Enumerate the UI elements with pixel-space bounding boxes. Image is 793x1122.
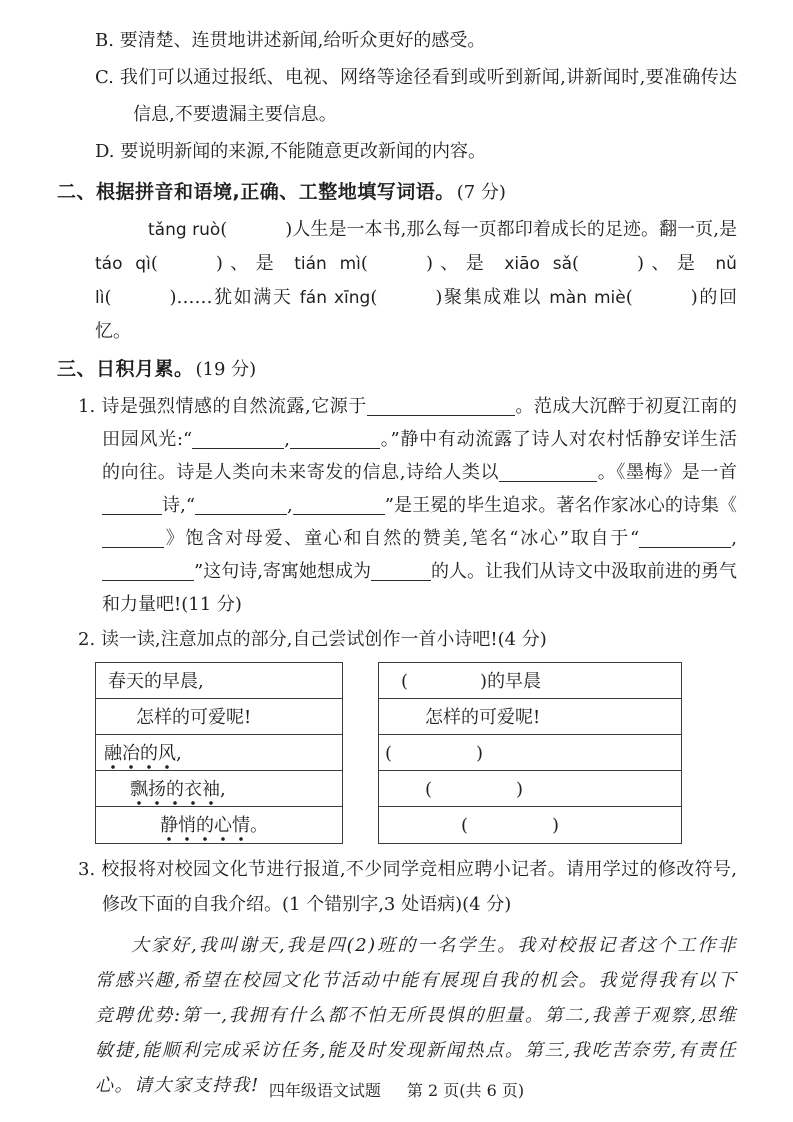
option-c [95, 59, 737, 133]
footer-doc-title: 四年级语文试题 [268, 1081, 381, 1100]
text-segment: 、是 [222, 253, 295, 274]
fill-in-blank [290, 433, 380, 449]
text-segment: 聚集成难以 [442, 287, 550, 308]
text-segment: nǔ lì [95, 254, 737, 308]
poem-table-original [95, 662, 343, 844]
section-two-title: 二、根据拼音和语境,正确、工整地填写词语。 [57, 181, 455, 203]
paren-blank: ( ) [625, 287, 698, 308]
option-d [95, 133, 737, 170]
text-segment: 的早晨 [487, 671, 542, 692]
paren-blank: ( ) [572, 253, 645, 274]
text-segment: 怎样的可爱呢! [425, 707, 541, 728]
fill-in-blank [639, 532, 731, 548]
fill-in-blank [499, 466, 597, 482]
text-segment: , [287, 495, 293, 516]
text-segment: fán xīng [299, 288, 371, 308]
fill-in-blank [192, 433, 284, 449]
text-segment: 大家好,我叫谢天,我是四(2)班的一名学生。我对校报记者这个工作非常感兴趣,希望在校园文化节活动中能有展现自我的机会。我觉得我有以下竞聘优势:第一,我拥有什么都不怕无所畏惧的胆量。第二,我善于观察,思维敏捷,能顺利完成采访任务,能及时发现新闻热点。第三,我吃苦奈劳,有责任心。请大家支持我! [95, 935, 737, 1096]
text-segment: 人生是一本书,那么每一页都印着成长的足迹。翻一页,是 [292, 219, 737, 240]
section-two-heading [57, 174, 737, 211]
fill-in-blank [371, 565, 431, 581]
section-three-heading [57, 351, 737, 388]
question-2-prompt [78, 623, 737, 656]
poem-row [96, 807, 342, 843]
section-two-score: (7 分) [456, 182, 506, 203]
text-segment: , [220, 779, 226, 800]
poem-row [379, 807, 681, 843]
text-segment: 、是 [432, 253, 505, 274]
paren-blank: ( ) [360, 253, 433, 274]
text-segment: ”是王冕的毕生追求。著名作家冰心的诗集《 [384, 495, 737, 516]
poem-row [96, 735, 342, 771]
text-segment: 春天的早晨, [108, 671, 204, 692]
question-1 [78, 390, 737, 621]
paren-blank: ( ) [425, 779, 524, 800]
text-segment: tián mì [294, 254, 361, 274]
poem-row [96, 771, 342, 807]
text-segment: 2. 读一读,注意加点的部分,自己尝试创作一首小诗吧!(4 分) [78, 629, 547, 650]
poem-row [379, 735, 681, 771]
section-three-title: 三、日积月累。 [57, 358, 194, 380]
text-segment: 。”静中有动流露了诗人对农村恬静安详生活的向往。诗是人类向未来寄发的信息,诗给人类以 [102, 429, 737, 483]
text-segment: ”这句诗,寄寓她想成为 [194, 561, 371, 582]
dot-emphasized-text: 静悄的心情 [160, 815, 250, 842]
text-segment: C. 我们可以通过报纸、电视、网络等途径看到或听到新闻,讲新闻时,要准确传达信息,不要遗漏主要信息。 [95, 67, 737, 125]
paren-blank: ( ) [461, 815, 560, 836]
footer-page-number: 第 2 页(共 6 页) [406, 1081, 525, 1100]
text-segment: ……犹如满天 [176, 287, 300, 308]
fill-in-blank [195, 499, 287, 515]
text-segment: 》饱含对母爱、童心和自然的赞美,笔名“冰心”取自于“ [164, 528, 640, 549]
option-b [95, 22, 737, 59]
text-segment: 3. 校报将对校园文化节进行报道,不少同学竞相应聘小记者。请用学过的修改符号,修改下面的自我介绍。(1 个错别字,3 处语病)(4 分) [78, 859, 737, 915]
paren-blank: ( ) [220, 219, 293, 240]
text-segment: , [284, 429, 290, 450]
poem-table-blank [378, 662, 682, 844]
fill-in-blank [102, 565, 194, 581]
poem-row [379, 663, 681, 699]
text-segment: , [731, 528, 737, 549]
poem-tables [95, 662, 737, 844]
text-segment: 诗,“ [162, 495, 196, 516]
text-segment: 。 [250, 815, 268, 836]
text-segment: 、是 [644, 253, 716, 274]
text-segment: 的回忆。 [95, 287, 737, 342]
self-introduction-passage [95, 928, 737, 1103]
poem-row [379, 771, 681, 807]
fill-in-blank [102, 499, 162, 515]
text-segment: D. 要说明新闻的来源,不能随意更改新闻的内容。 [95, 141, 486, 162]
text-segment: xiāo sǎ [504, 254, 572, 274]
question-3-prompt [78, 852, 737, 922]
paren-blank: ( ) [370, 287, 443, 308]
text-segment: 。范成大沉醉于初夏江南的田园风光:“ [102, 396, 738, 450]
text-segment: , [176, 743, 182, 764]
text-segment: tǎng ruò [148, 220, 221, 240]
text-segment: B. 要清楚、连贯地讲述新闻,给听众更好的感受。 [95, 30, 486, 51]
text-segment: màn miè [549, 288, 626, 308]
text-segment: 1. 诗是强烈情感的自然流露,它源于 [78, 396, 367, 417]
page-footer [0, 1078, 793, 1101]
text-segment: táo qì [95, 254, 151, 274]
fill-in-blank [293, 499, 385, 515]
poem-row [96, 699, 342, 735]
section-three-score: (19 分) [195, 359, 257, 380]
pinyin-fill-paragraph [95, 213, 737, 349]
poem-row [379, 699, 681, 735]
paren-blank: ( ) [401, 671, 488, 692]
paren-blank: ( ) [150, 253, 223, 274]
fill-in-blank [367, 400, 515, 416]
dot-emphasized-text: 飘扬的衣袖 [130, 779, 220, 806]
text-segment: 。《墨梅》是一首 [597, 462, 737, 483]
dot-emphasized-text: 融冶的风 [104, 743, 176, 770]
fill-in-blank [102, 532, 164, 548]
paren-blank: ( ) [104, 287, 177, 308]
text-segment: 的人。让我们从诗文中汲取前进的勇气和力量吧!(11 分) [102, 561, 737, 615]
poem-row [96, 663, 342, 699]
text-segment: 怎样的可爱呢! [136, 707, 252, 728]
paren-blank: ( ) [385, 743, 484, 764]
